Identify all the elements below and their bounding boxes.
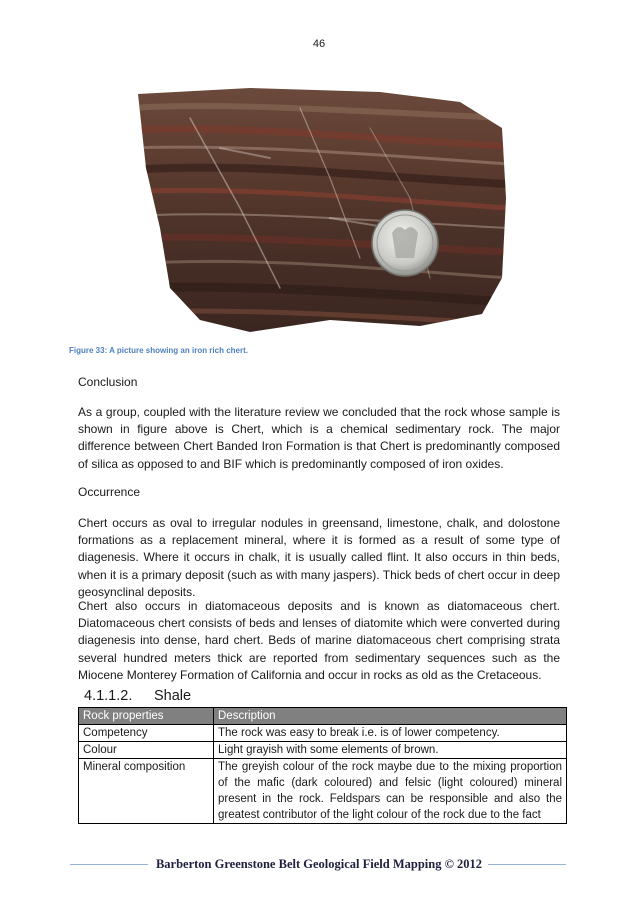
table-header-row: [79, 708, 567, 725]
rock-photo-icon: [130, 88, 508, 338]
coin-icon: [372, 210, 438, 276]
table-cell-description: The greyish colour of the rock maybe due to the mixing proportion of the mafic (dark coloured) and felsic (light coloured) mineral present in the rock. Feldspars can be responsible and also the greatest contributor of the light colour of the rock due to the fact: [214, 759, 567, 824]
shale-properties-table: [78, 707, 567, 824]
table-cell-property: Mineral composition: [79, 759, 214, 824]
section-title: Shale: [154, 688, 192, 704]
footer-rule-right: [488, 864, 566, 865]
table-row: [79, 725, 567, 742]
footer-text: Barberton Greenstone Belt Geological Field Mapping © 2012: [155, 857, 483, 871]
table-cell-property: Competency: [79, 725, 214, 742]
occurrence-heading: Occurrence: [78, 485, 141, 499]
table-row: [79, 759, 567, 824]
occurrence-paragraph-1: Chert occurs as oval to irregular nodules in greensand, limestone, chalk, and dolostone formations as a replacement mineral, where it is formed as a result of some type of diagenesis. Where it occurs in chalk, it is usually called flint. It also occurs in thin beds, when it is a primary deposit (such as with many jaspers). Thick beds of chert occur in deep geosynclinal deposits.: [78, 516, 560, 599]
table-cell-property: Colour: [79, 742, 214, 759]
section-heading-shale: [84, 688, 191, 704]
table-header-cell: Description: [214, 708, 567, 725]
footer-rule-left: [70, 864, 148, 865]
page-footer: [0, 855, 638, 875]
conclusion-paragraph: As a group, coupled with the literature review we concluded that the rock whose sample is shown in figure above is Chert, which is a chemical sedimentary rock. The major difference between Chert Banded Iron Formation is that Chert is predominantly composed of silica as opposed to and BIF which is predominantly composed of iron oxides.: [78, 405, 560, 471]
table-row: [79, 742, 567, 759]
occurrence-paragraph-2: Chert also occurs in diatomaceous deposits and is known as diatomaceous chert. Diatomaceous chert consists of beds and lenses of diatomite which were converted during diagenesis into dense, hard chert. Beds of marine diatomaceous chert comprising strata several hundred meters thick are reported from sedimentary sequences such as the Miocene Monterey Formation of California and occur in rocks as old as the Cretaceous.: [78, 599, 560, 682]
section-number: 4.1.1.2.: [84, 688, 133, 704]
conclusion-heading: Conclusion: [78, 375, 138, 389]
table-cell-description: Light grayish with some elements of brown.: [214, 742, 567, 759]
table-header-cell: Rock properties: [79, 708, 214, 725]
page-number: 46: [312, 38, 326, 50]
table-cell-description: The rock was easy to break i.e. is of lower competency.: [214, 725, 567, 742]
figure-caption: Figure 33: A picture showing an iron rich chert.: [69, 346, 248, 355]
